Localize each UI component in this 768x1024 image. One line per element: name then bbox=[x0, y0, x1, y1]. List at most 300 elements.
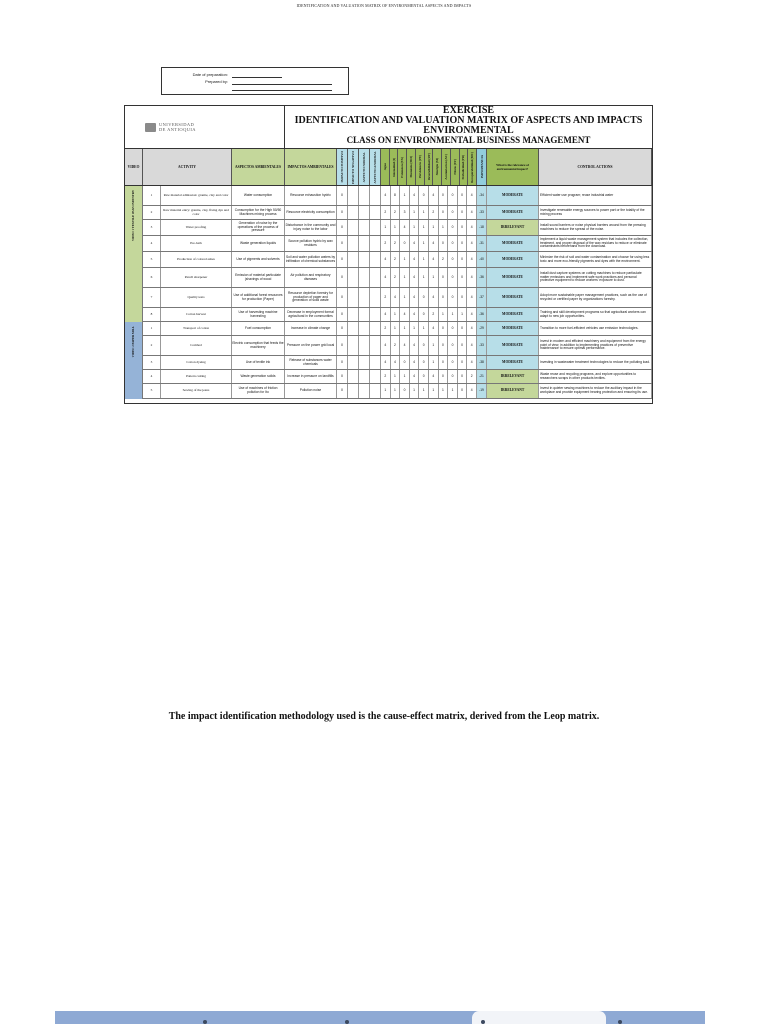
empty-cell bbox=[348, 370, 359, 383]
criterion-value: 4 bbox=[467, 384, 477, 398]
criterion-value: 0 bbox=[419, 370, 429, 383]
criterion-value: 0 bbox=[400, 356, 410, 369]
table-row bbox=[125, 236, 652, 252]
criterion-value: 1 bbox=[429, 220, 439, 235]
matrix-sheet bbox=[124, 105, 653, 404]
impact-cell: Increase in climate change bbox=[285, 322, 337, 335]
aspect-cell: Fuel consumption bbox=[232, 322, 285, 335]
header-criterion bbox=[407, 149, 416, 185]
significance-badge: MODERATE bbox=[487, 336, 539, 355]
header-criterion-label: IMPACTO POSITIVO bbox=[340, 151, 344, 183]
aspect-cell: Use of textile ink bbox=[232, 356, 285, 369]
table-row bbox=[125, 252, 652, 268]
table-row bbox=[125, 220, 652, 236]
control-action-cell: Implement a liquid waste management system that includes the collection, treatment, and proper disposal of the wax residues to reduce or eliminate contaminants beforehand from the download. bbox=[539, 236, 652, 251]
empty-cell bbox=[359, 384, 370, 398]
empty-cell bbox=[370, 252, 381, 267]
toolbar-dot-icon[interactable] bbox=[203, 1020, 207, 1024]
aspect-cell: Consumption for the High 50/50 Machines mixing process bbox=[232, 206, 285, 219]
header-aspect: ASPECTOS AMBIENTALES bbox=[232, 149, 285, 185]
empty-cell bbox=[348, 186, 359, 205]
impact-cell: Resource depletion forestry for production of paper and generation of solid waste bbox=[285, 288, 337, 307]
criterion-value: 0 bbox=[458, 220, 468, 235]
header-criterion bbox=[370, 149, 381, 185]
impact-cell: Pollution noise bbox=[285, 384, 337, 398]
heading-class: CLASS ON ENVIRONMENTAL BUSINESS MANAGEMENT bbox=[346, 135, 591, 145]
activity-cell: Cotton dyeing bbox=[161, 356, 232, 369]
criterion-value: 1 bbox=[400, 268, 410, 287]
criterion-value: 1 bbox=[400, 322, 410, 335]
empty-cell bbox=[348, 322, 359, 335]
criterion-value: 4 bbox=[381, 356, 391, 369]
empty-cell bbox=[370, 220, 381, 235]
empty-cell bbox=[370, 370, 381, 383]
criterion-value: 4 bbox=[410, 186, 420, 205]
row-number: 4 bbox=[143, 236, 161, 251]
activity-cell: Sewing of the jeans bbox=[161, 384, 232, 398]
criterion-value: 0 bbox=[419, 186, 429, 205]
aspect-cell: Generation of noise by the operations of the process of pressure bbox=[232, 220, 285, 235]
empty-cell bbox=[370, 384, 381, 398]
empty-cell bbox=[370, 186, 381, 205]
criterion-value: 4 bbox=[410, 356, 420, 369]
significance-badge: MODERATE bbox=[487, 252, 539, 267]
table-row bbox=[125, 268, 652, 288]
criterion-value: 1 bbox=[381, 384, 391, 398]
importance-value: -37 bbox=[477, 288, 487, 307]
criterion-value: 4 bbox=[467, 268, 477, 287]
criterion-value: 4 bbox=[429, 252, 439, 267]
row-number: 3 bbox=[143, 356, 161, 369]
criterion-value: 1 bbox=[410, 206, 420, 219]
criterion-value: 1 bbox=[419, 384, 429, 398]
criterion-value: 0 bbox=[448, 322, 458, 335]
criterion-value: 4 bbox=[467, 220, 477, 235]
activity-cell: Raw material admission: granite, clay and color bbox=[161, 186, 232, 205]
criterion-value: 0 bbox=[439, 186, 449, 205]
criterion-value: 4 bbox=[381, 268, 391, 287]
impact-cell: Pressure on the power grid local bbox=[285, 336, 337, 355]
header-criterion bbox=[381, 149, 390, 185]
significance-badge: MODERATE bbox=[487, 186, 539, 205]
importance-value: -33 bbox=[477, 206, 487, 219]
empty-cell bbox=[359, 336, 370, 355]
criterion-value: 4 bbox=[467, 186, 477, 205]
row-number: 4 bbox=[143, 370, 161, 383]
criterion-value: 0 bbox=[439, 322, 449, 335]
prepared-by-label: Prepared by: bbox=[205, 79, 228, 84]
prepared-by-field-2[interactable] bbox=[232, 90, 332, 91]
criterion-value: 2 bbox=[381, 322, 391, 335]
criterion-value: 0 bbox=[448, 252, 458, 267]
criterion-value: 4 bbox=[410, 288, 420, 307]
criterion-value: 4 bbox=[400, 308, 410, 321]
header-criterion-label: Momento (MO) bbox=[409, 156, 414, 178]
criterion-value: 1 bbox=[448, 308, 458, 321]
negative-impact-mark: X bbox=[337, 370, 348, 383]
criterion-value: 1 bbox=[400, 186, 410, 205]
header-criterion-label: ASPECTO ANORMAL bbox=[373, 150, 377, 184]
criterion-value: 1 bbox=[410, 322, 420, 335]
criterion-value: 0 bbox=[458, 336, 468, 355]
criterion-value: 2 bbox=[391, 336, 401, 355]
empty-cell bbox=[348, 288, 359, 307]
control-action-cell: Invest in quieter sewing machines to reduce the auditory impact in the workplace and provide equipment hearing protection and ensuring its use. bbox=[539, 384, 652, 398]
header-criterion-label: Sinergia (SI) bbox=[435, 158, 440, 176]
control-action-cell: Investigate renewable energy sources to power part or the totality of the mixing process bbox=[539, 206, 652, 219]
criterion-value: 1 bbox=[419, 322, 429, 335]
criterion-value: 0 bbox=[448, 288, 458, 307]
criterion-value: 0 bbox=[419, 336, 429, 355]
empty-cell bbox=[370, 288, 381, 307]
criterion-value: 4 bbox=[391, 356, 401, 369]
criterion-value: 2 bbox=[391, 206, 401, 219]
criterion-value: 4 bbox=[410, 336, 420, 355]
criterion-value: 4 bbox=[467, 206, 477, 219]
criterion-value: 4 bbox=[410, 236, 420, 251]
control-action-cell: Transition to more fuel-efficient vehicles use emission technologies. bbox=[539, 322, 652, 335]
negative-impact-mark: X bbox=[337, 356, 348, 369]
importance-value: -36 bbox=[477, 308, 487, 321]
university-logo bbox=[145, 123, 196, 132]
negative-impact-mark: X bbox=[337, 288, 348, 307]
empty-cell bbox=[370, 322, 381, 335]
column-header-row bbox=[125, 149, 652, 186]
criterion-value: 2 bbox=[439, 252, 449, 267]
criterion-value: 0 bbox=[458, 206, 468, 219]
criterion-value: 1 bbox=[429, 356, 439, 369]
criterion-value: 4 bbox=[467, 322, 477, 335]
significance-badge: MODERATE bbox=[487, 268, 539, 287]
criterion-value: 0 bbox=[458, 268, 468, 287]
criterion-value: 0 bbox=[439, 268, 449, 287]
page-indicator-pill[interactable] bbox=[472, 1011, 606, 1024]
criterion-value: 0 bbox=[458, 384, 468, 398]
control-action-cell: Install sound barriers or noise physical barriers around from the pressing machines to reduce the spread of the noise. bbox=[539, 220, 652, 235]
criterion-value: 4 bbox=[429, 236, 439, 251]
prepared-by-row-2 bbox=[162, 83, 348, 91]
criterion-value: 2 bbox=[381, 206, 391, 219]
criterion-value: 1 bbox=[429, 336, 439, 355]
criterion-value: 4 bbox=[467, 252, 477, 267]
criterion-value: 0 bbox=[400, 236, 410, 251]
table-row bbox=[125, 322, 652, 336]
empty-cell bbox=[370, 206, 381, 219]
criterion-value: 1 bbox=[419, 252, 429, 267]
criterion-value: 4 bbox=[410, 370, 420, 383]
criterion-value: 0 bbox=[419, 288, 429, 307]
table-row bbox=[125, 288, 652, 308]
empty-cell bbox=[348, 384, 359, 398]
impact-cell: Source pollution hydric by wax residues bbox=[285, 236, 337, 251]
significance-badge: MODERATE bbox=[487, 322, 539, 335]
row-number: 6 bbox=[143, 268, 161, 287]
criterion-value: 1 bbox=[448, 384, 458, 398]
criterion-value: 4 bbox=[381, 252, 391, 267]
criterion-value: 2 bbox=[381, 288, 391, 307]
significance-badge: MODERATE bbox=[487, 288, 539, 307]
criterion-value: 0 bbox=[448, 186, 458, 205]
empty-cell bbox=[359, 206, 370, 219]
empty-cell bbox=[370, 236, 381, 251]
header-criterion-label: IMPACTO NEGATIVO bbox=[351, 150, 355, 184]
empty-cell bbox=[348, 236, 359, 251]
table-row bbox=[125, 206, 652, 220]
header-criterion-label: Agua bbox=[382, 163, 387, 171]
header-video: VIDEO bbox=[125, 149, 143, 185]
header-criterion-label: Efecto (EF) bbox=[452, 159, 457, 175]
table-row bbox=[125, 356, 652, 370]
criterion-value: 0 bbox=[400, 384, 410, 398]
significance-badge: MODERATE bbox=[487, 206, 539, 219]
criterion-value: 4 bbox=[400, 336, 410, 355]
negative-impact-mark: X bbox=[337, 268, 348, 287]
header-criterion bbox=[425, 149, 434, 185]
negative-impact-mark: X bbox=[337, 252, 348, 267]
activity-cell: Pencil sharpener bbox=[161, 268, 232, 287]
criterion-value: 3 bbox=[400, 206, 410, 219]
header-criterion-label: ASPECTO NORMAL bbox=[362, 151, 366, 183]
university-crest-icon bbox=[145, 123, 156, 132]
header-criterion-label: Persistencia (PE) bbox=[417, 155, 422, 179]
criterion-value: 1 bbox=[458, 308, 468, 321]
impact-cell: Decrease in employment formal agricultural in the communities bbox=[285, 308, 337, 321]
table-row bbox=[125, 308, 652, 322]
criterion-value: 0 bbox=[458, 322, 468, 335]
row-number: 3 bbox=[143, 220, 161, 235]
criterion-value: 4 bbox=[429, 288, 439, 307]
impact-cell: Soil and water pollution waters by infiltration of chemical substances bbox=[285, 252, 337, 267]
control-action-cell: Investing in wastewater treatment technologies to reduce the polluting load. bbox=[539, 356, 652, 369]
criterion-value: 2 bbox=[391, 252, 401, 267]
header-criterion-label: Reversibilidad (RV) bbox=[426, 153, 431, 181]
aspect-cell: Use of pigments and solvents bbox=[232, 252, 285, 267]
criterion-value: 1 bbox=[391, 220, 401, 235]
criterion-value: 1 bbox=[419, 268, 429, 287]
heading-exercise: EXERCISE bbox=[442, 105, 495, 116]
control-action-cell: Invest in modern and efficient machinery and equipment from the energy point of view, in addition to implementing practices of preventive maintenance to ensure optimal performance. bbox=[539, 336, 652, 355]
criterion-value: 0 bbox=[448, 356, 458, 369]
logo-cell bbox=[125, 106, 285, 149]
criterion-value: 4 bbox=[429, 186, 439, 205]
criterion-value: 0 bbox=[448, 236, 458, 251]
matrix-heading bbox=[285, 106, 652, 149]
empty-cell bbox=[359, 288, 370, 307]
table-row bbox=[125, 336, 652, 356]
criterion-value: 0 bbox=[458, 288, 468, 307]
table-row bbox=[125, 186, 652, 206]
criterion-value: 0 bbox=[439, 356, 449, 369]
significance-badge: IRRELEVANT bbox=[487, 370, 539, 383]
importance-value: -19 bbox=[477, 384, 487, 398]
criterion-value: 1 bbox=[439, 308, 449, 321]
activity-cell: Production of colored ashes bbox=[161, 252, 232, 267]
importance-value: -29 bbox=[477, 322, 487, 335]
header-criterion bbox=[477, 149, 487, 185]
criterion-value: 4 bbox=[467, 288, 477, 307]
toolbar-dot-icon[interactable] bbox=[345, 1020, 349, 1024]
date-of-preparation-label: Date of preparation: bbox=[192, 72, 228, 77]
significance-badge: IRRELEVANT bbox=[487, 384, 539, 398]
empty-cell bbox=[348, 206, 359, 219]
criterion-value: 1 bbox=[429, 268, 439, 287]
impact-cell: Air pollution and respiratory diseases bbox=[285, 268, 337, 287]
criterion-value: 0 bbox=[439, 236, 449, 251]
heading-title-2: ENVIRONMENTAL bbox=[423, 125, 514, 136]
criterion-value: 1 bbox=[419, 236, 429, 251]
criterion-value: 0 bbox=[439, 370, 449, 383]
logo-line-1: UNIVERSIDAD bbox=[159, 122, 195, 127]
video-group-band bbox=[125, 322, 143, 399]
header-criterion-label: Recuperabilidad (MC) bbox=[470, 151, 475, 183]
header-impact: IMPACTOS AMBIENTALES bbox=[285, 149, 337, 185]
empty-cell bbox=[359, 186, 370, 205]
table-row bbox=[125, 384, 652, 399]
empty-cell bbox=[348, 308, 359, 321]
header-control-actions: CONTROL ACTIONS bbox=[539, 149, 652, 185]
bottom-toolbar bbox=[55, 1011, 705, 1024]
impact-cell: Resource electricity consumption bbox=[285, 206, 337, 219]
activity-cell: Quality tests bbox=[161, 288, 232, 307]
header-relevance: What is the relevance of environmental impact? bbox=[487, 149, 539, 185]
header-criterion bbox=[398, 149, 407, 185]
criterion-value: 0 bbox=[458, 252, 468, 267]
aspect-cell: Use of machines of friction pollution for Ito bbox=[232, 384, 285, 398]
criterion-value: 1 bbox=[391, 308, 401, 321]
impact-cell: Resource exhaustion hydric bbox=[285, 186, 337, 205]
criterion-value: 4 bbox=[381, 336, 391, 355]
criterion-value: 4 bbox=[467, 336, 477, 355]
activity-cell: Cotton harvest bbox=[161, 308, 232, 321]
empty-cell bbox=[370, 336, 381, 355]
criterion-value: 2 bbox=[391, 236, 401, 251]
impact-cell: Disturbance in the community and injury noise to the labor bbox=[285, 220, 337, 235]
aspect-cell: Emission of material particulate (shavings of wood bbox=[232, 268, 285, 287]
criterion-value: 4 bbox=[391, 288, 401, 307]
criterion-value: 1 bbox=[391, 370, 401, 383]
criterion-value: 1 bbox=[400, 252, 410, 267]
criterion-value: 4 bbox=[410, 252, 420, 267]
criterion-value: 0 bbox=[439, 288, 449, 307]
criterion-value: 0 bbox=[448, 370, 458, 383]
row-number: 2 bbox=[143, 206, 161, 219]
control-action-cell: Adopt more sustainable paper management practices, such as the use of recycled or certified paper by organizations forestry. bbox=[539, 288, 652, 307]
empty-cell bbox=[359, 252, 370, 267]
control-action-cell: Minimize the risk of soil and water contamination and choose for using less toxic and more eco-friendly pigments and dyes with the environment. bbox=[539, 252, 652, 267]
header-criterion bbox=[390, 149, 399, 185]
empty-cell bbox=[348, 336, 359, 355]
methodology-caption: The impact identification methodology used is the cause-effect matrix, derived from the Leop matrix. bbox=[168, 711, 600, 722]
header-criterion bbox=[348, 149, 359, 185]
criterion-value: 8 bbox=[391, 186, 401, 205]
significance-badge: IRRELEVANT bbox=[487, 220, 539, 235]
criterion-value: 2 bbox=[467, 370, 477, 383]
control-action-cell: Install dust capture systems on cutting machines to reduce particulate matter emissions and implement safe work practices and personal protective equipment to reduce workers' exposure to dust. bbox=[539, 268, 652, 287]
criterion-value: 1 bbox=[400, 288, 410, 307]
criterion-value: 0 bbox=[448, 220, 458, 235]
criterion-value: 1 bbox=[400, 370, 410, 383]
activity-cell: Pre-bath bbox=[161, 236, 232, 251]
importance-value: -40 bbox=[477, 252, 487, 267]
criterion-value: 4 bbox=[410, 308, 420, 321]
header-criterion-label: Periodicidad (PR) bbox=[461, 154, 466, 180]
importance-value: -18 bbox=[477, 220, 487, 235]
negative-impact-mark: X bbox=[337, 186, 348, 205]
header-criterion bbox=[442, 149, 451, 185]
criterion-value: 2 bbox=[429, 206, 439, 219]
aspect-cell: Waste generation liquids bbox=[232, 236, 285, 251]
criterion-value: 1 bbox=[439, 220, 449, 235]
preparation-box bbox=[161, 67, 349, 95]
criterion-value: 1 bbox=[410, 384, 420, 398]
criterion-value: 0 bbox=[448, 336, 458, 355]
empty-cell bbox=[348, 356, 359, 369]
importance-value: -33 bbox=[477, 336, 487, 355]
aspect-cell: Use of additional forest resources for production (Paper) bbox=[232, 288, 285, 307]
header-criterion-label: IMPORTANCIA bbox=[479, 155, 484, 179]
criterion-value: 0 bbox=[458, 236, 468, 251]
video-group-label: VIDEO 1 TEXTILE JEAN INDUSTRY bbox=[131, 190, 135, 242]
video-group-label: VIDEO 2 PAPER MILL bbox=[131, 326, 135, 358]
activity-cell: Water proofing bbox=[161, 220, 232, 235]
logo-line-2: DE ANTIOQUIA bbox=[159, 126, 196, 132]
header-criterion-label: Intensidad (I) bbox=[391, 157, 396, 177]
criterion-value: 1 bbox=[439, 384, 449, 398]
header-criterion bbox=[468, 149, 477, 185]
criterion-value: 0 bbox=[439, 206, 449, 219]
criterion-value: 1 bbox=[429, 384, 439, 398]
criterion-value: 2 bbox=[381, 236, 391, 251]
empty-cell bbox=[359, 268, 370, 287]
header-criterion-label: Acumulacion (AC) bbox=[443, 154, 448, 180]
criterion-value: 4 bbox=[410, 268, 420, 287]
criterion-value: 0 bbox=[419, 308, 429, 321]
criterion-value: 0 bbox=[458, 186, 468, 205]
criterion-value: 4 bbox=[467, 236, 477, 251]
criterion-value: 0 bbox=[448, 206, 458, 219]
criterion-value: 4 bbox=[429, 322, 439, 335]
criterion-value: 0 bbox=[458, 370, 468, 383]
row-number: 1 bbox=[143, 322, 161, 335]
empty-cell bbox=[359, 370, 370, 383]
empty-cell bbox=[348, 268, 359, 287]
importance-value: -31 bbox=[477, 236, 487, 251]
document-title: IDENTIFICATION AND VALUATION MATRIX OF ENVIRONMENTAL ASPECTS AND IMPACTS bbox=[296, 3, 472, 8]
aspect-cell: Electric consumption that feeds the machinery bbox=[232, 336, 285, 355]
header-criterion bbox=[359, 149, 370, 185]
criterion-value: 1 bbox=[391, 322, 401, 335]
impact-cell: Release of substances water chemicals bbox=[285, 356, 337, 369]
row-number: 1 bbox=[143, 186, 161, 205]
row-number: 5 bbox=[143, 384, 161, 398]
aspect-cell: Use of harvesting machine harvesting bbox=[232, 308, 285, 321]
toolbar-dot-icon[interactable] bbox=[618, 1020, 622, 1024]
criterion-value: 4 bbox=[381, 308, 391, 321]
criterion-value: 4 bbox=[381, 186, 391, 205]
header-criterion-label: Extension (EX) bbox=[400, 156, 405, 178]
table-row bbox=[125, 370, 652, 384]
empty-cell bbox=[359, 236, 370, 251]
aspect-cell: Water consumption bbox=[232, 186, 285, 205]
header-criterion bbox=[433, 149, 442, 185]
criterion-value: 0 bbox=[419, 356, 429, 369]
criterion-value: 1 bbox=[419, 220, 429, 235]
importance-value: -21 bbox=[477, 370, 487, 383]
importance-value: -38 bbox=[477, 356, 487, 369]
criterion-value: 1 bbox=[391, 384, 401, 398]
activity-cell: Transport of cotton bbox=[161, 322, 232, 335]
row-number: 5 bbox=[143, 252, 161, 267]
